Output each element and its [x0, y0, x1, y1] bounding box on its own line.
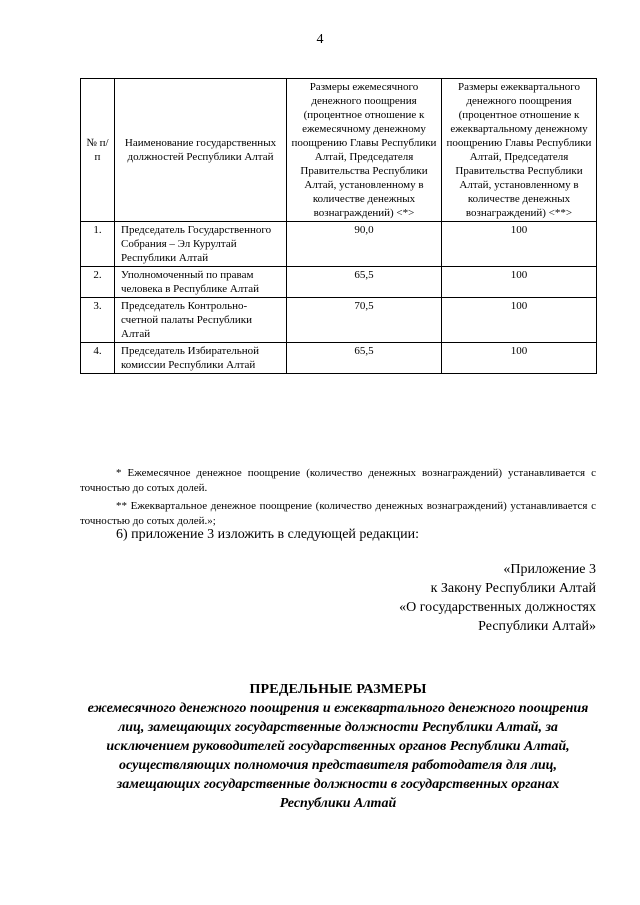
header-num: № п/п — [81, 79, 115, 222]
row-quarterly: 100 — [442, 298, 597, 343]
page-number: 4 — [316, 32, 324, 47]
row-position: Председатель Избирательной комиссии Республики Алтай — [115, 343, 287, 374]
footnote-quarterly: ** Ежеквартальное денежное поощрение (количество денежных вознаграждений) устанавливается с точностью до сотых долей.»; — [80, 500, 596, 527]
row-num: 1. — [81, 222, 115, 267]
appendix-line: к Закону Республики Алтай — [430, 581, 596, 596]
header-quarterly: Размеры ежеквартального денежного поощрения (процентное отношение к ежеквартальному денежному поощрению Главы Республики Алтай, Председателя Правительства Республики Алтай, установленному в количестве денежных вознаграждений) <**> — [442, 79, 597, 222]
row-monthly: 70,5 — [287, 298, 442, 343]
row-position: Председатель Контрольно-счетной палаты Республики Алтай — [115, 298, 287, 343]
row-num: 3. — [81, 298, 115, 343]
document-heading — [80, 680, 596, 813]
table-row — [81, 343, 597, 374]
row-monthly: 65,5 — [287, 343, 442, 374]
row-quarterly: 100 — [442, 343, 597, 374]
appendix-line: «О государственных должностях — [399, 600, 596, 615]
appendix-reference — [399, 560, 596, 636]
row-quarterly: 100 — [442, 222, 597, 267]
appendix-line: Республики Алтай» — [478, 619, 596, 634]
positions-table — [80, 78, 597, 374]
heading-title: ПРЕДЕЛЬНЫЕ РАЗМЕРЫ — [249, 682, 427, 697]
amendment-text: 6) приложение 3 изложить в следующей редакции: — [116, 527, 419, 542]
row-position: Председатель Государственного Собрания – Эл Курултай Республики Алтай — [115, 222, 287, 267]
row-monthly: 65,5 — [287, 267, 442, 298]
footnote-monthly: * Ежемесячное денежное поощрение (количество денежных вознаграждений) устанавливается с точностью до сотых долей. — [80, 467, 596, 494]
heading-body: ежемесячного денежного поощрения и ежеквартального денежного поощрения лиц, замещающих государственные должности Республики Алтай, за исключением руководителей государственных органов Республики Алтай, осуществляющих полномочия представителя работодателя для лиц, замещающих государственные должности в государственных органах Республики Алтай — [87, 701, 589, 811]
row-num: 2. — [81, 267, 115, 298]
table-row — [81, 267, 597, 298]
row-position: Уполномоченный по правам человека в Республике Алтай — [115, 267, 287, 298]
row-monthly: 90,0 — [287, 222, 442, 267]
table-header-row — [81, 79, 597, 222]
header-name: Наименование государственных должностей Республики Алтай — [115, 79, 287, 222]
table-row — [81, 298, 597, 343]
table-row — [81, 222, 597, 267]
footnotes — [80, 466, 596, 532]
row-quarterly: 100 — [442, 267, 597, 298]
header-monthly: Размеры ежемесячного денежного поощрения (процентное отношение к ежемесячному денежному поощрению Главы Республики Алтай, Председателя Правительства Республики Алтай, установленному в количестве денежных вознаграждений) <*> — [287, 79, 442, 222]
appendix-line: «Приложение 3 — [503, 562, 596, 577]
row-num: 4. — [81, 343, 115, 374]
